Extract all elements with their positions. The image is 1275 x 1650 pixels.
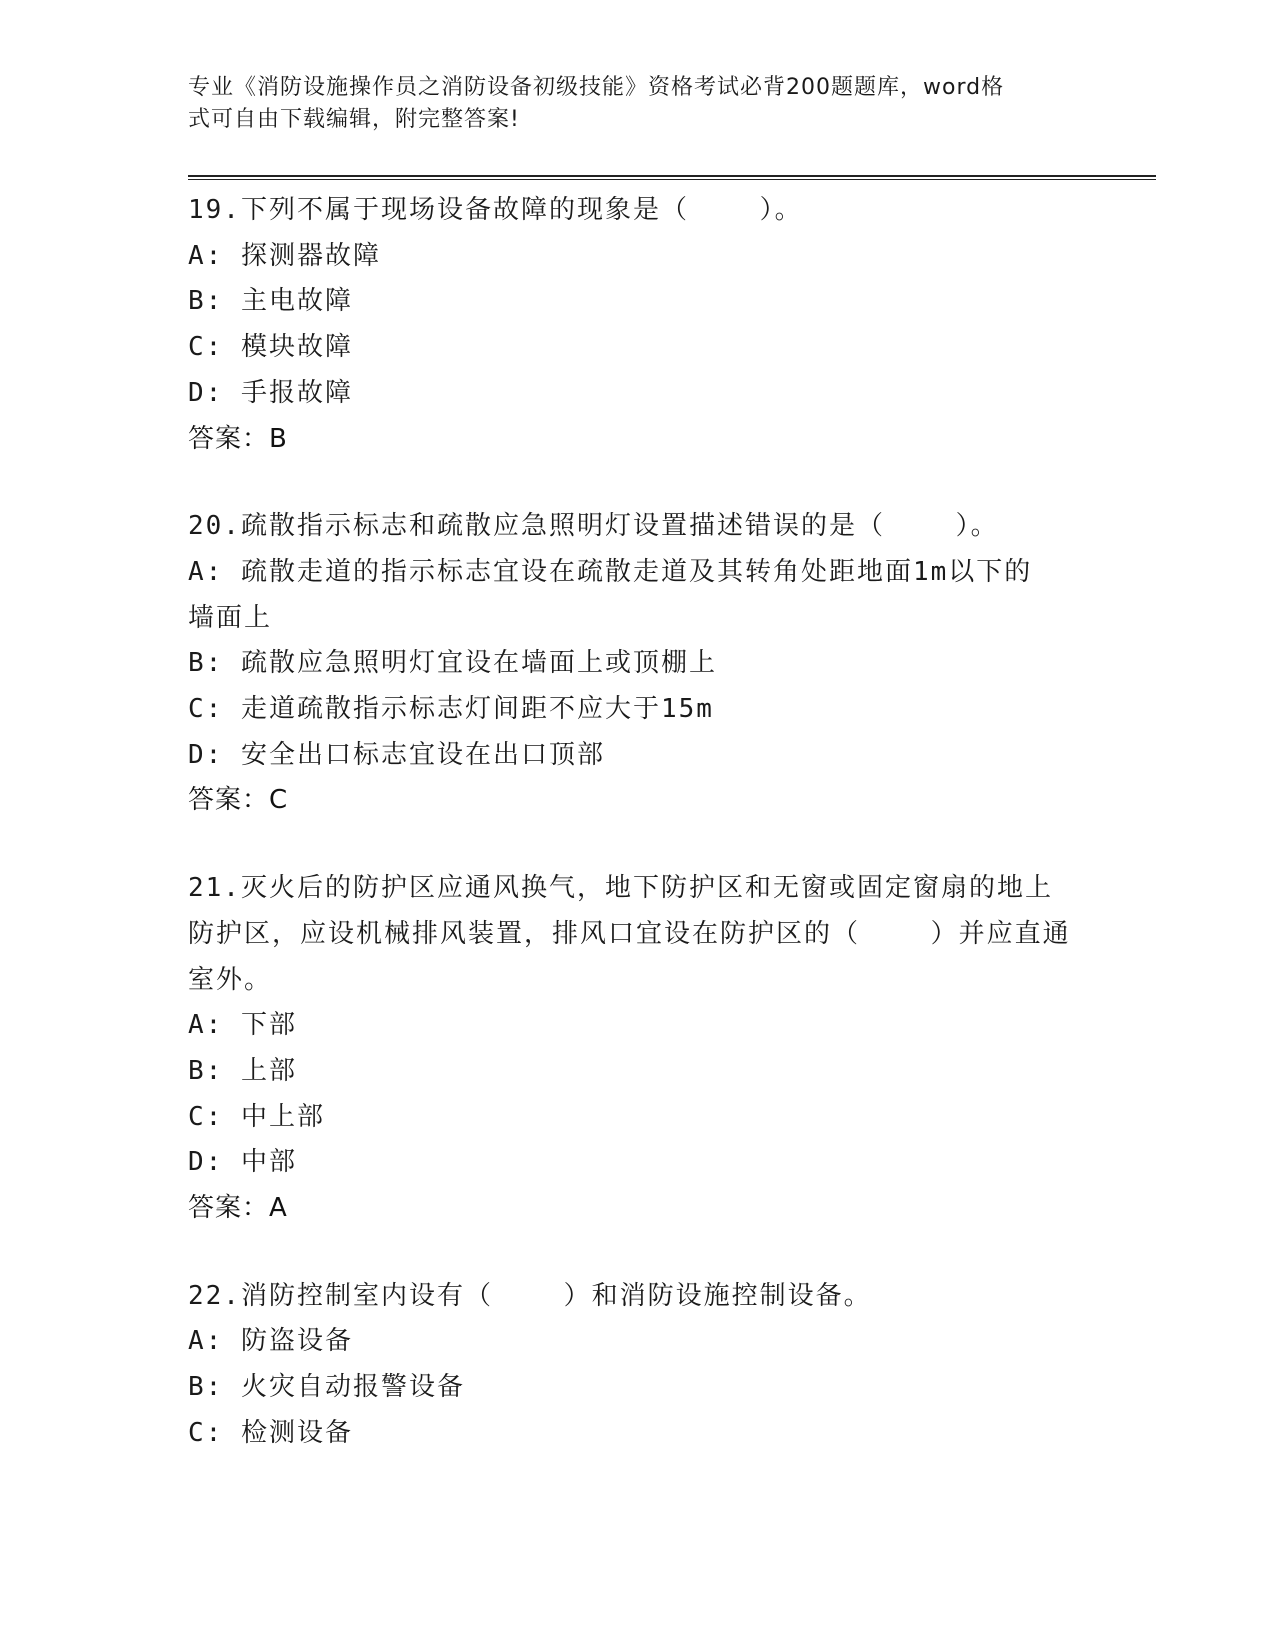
answer-key: 答案：A (188, 1193, 288, 1224)
question-block (188, 504, 1088, 824)
question-list (188, 188, 1088, 1499)
answer-option-line: 墙面上 (188, 602, 273, 633)
answer-option-line: B: 上部 (188, 1055, 297, 1086)
header-line-1: 专业《消防设施操作员之消防设备初级技能》资格考试必背200题题库，word格 (188, 75, 1005, 100)
document-header (188, 72, 1068, 136)
question-block (188, 866, 1088, 1232)
answer-option-line: D: 中部 (188, 1147, 297, 1178)
question-stem-line: 20.疏散指示标志和疏散应急照明灯设置描述错误的是（ ）。 (188, 511, 999, 542)
answer-option-line: B: 火灾自动报警设备 (188, 1372, 465, 1403)
answer-option-line: A: 防盗设备 (188, 1326, 353, 1357)
question-stem-line: 防护区，应设机械排风装置，排风口宜设在防护区的（ ）并应直通 (188, 918, 1071, 949)
answer-option-line: C: 走道疏散指示标志灯间距不应大于15m (188, 694, 714, 725)
header-divider (188, 175, 1156, 180)
question-block (188, 1274, 1088, 1457)
question-stem-line: 室外。 (188, 964, 273, 995)
answer-option-line: A: 下部 (188, 1010, 297, 1041)
header-line-2: 式可自由下载编辑，附完整答案! (188, 107, 520, 132)
answer-key: 答案：B (188, 423, 288, 454)
answer-option-line: A: 探测器故障 (188, 240, 381, 271)
answer-option-line: C: 检测设备 (188, 1417, 353, 1448)
answer-option-line: B: 疏散应急照明灯宜设在墙面上或顶棚上 (188, 648, 717, 679)
question-stem-line: 21.灭火后的防护区应通风换气，地下防护区和无窗或固定窗扇的地上 (188, 873, 1053, 904)
question-stem-line: 22.消防控制室内设有（ ）和消防设施控制设备。 (188, 1280, 872, 1311)
answer-option-line: D: 手报故障 (188, 377, 353, 408)
question-stem-line: 19.下列不属于现场设备故障的现象是（ ）。 (188, 195, 803, 225)
answer-option-line: B: 主电故障 (188, 286, 353, 317)
answer-option-line: D: 安全出口标志宜设在出口顶部 (188, 739, 605, 770)
answer-option-line: C: 模块故障 (188, 332, 353, 363)
answer-option-line: A: 疏散走道的指示标志宜设在疏散走道及其转角处距地面1m以下的 (188, 556, 1033, 587)
question-block (188, 188, 1088, 462)
answer-key: 答案：C (188, 785, 289, 816)
answer-option-line: C: 中上部 (188, 1101, 325, 1132)
